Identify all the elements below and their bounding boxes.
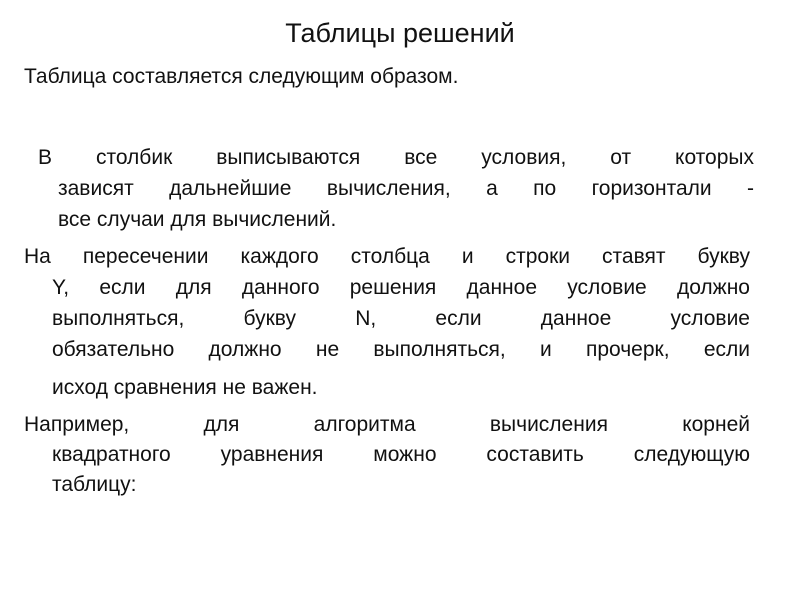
intro-text: Таблица составляется следующим образом. — [24, 65, 459, 88]
example-paragraph-line-2: квадратного уравнения можно составить следующую — [52, 443, 750, 466]
columns-paragraph-line-1: В столбик выписываются все условия, от которых — [38, 146, 754, 169]
example-paragraph-line-3: таблицу: — [52, 473, 137, 496]
slide-title: Таблицы решений — [285, 18, 515, 48]
intersection-paragraph — [24, 241, 750, 402]
intersection-paragraph-line-2: Y, если для данного решения данное условие должно — [52, 276, 750, 299]
intersection-paragraph-line-1: На пересечении каждого столбца и строки ставят букву — [24, 245, 750, 268]
example-paragraph — [24, 410, 750, 500]
intersection-paragraph-line-4: обязательно должно не выполняться, и прочерк, если — [52, 338, 750, 361]
example-paragraph-line-1: Например, для алгоритма вычисления корней — [24, 413, 750, 436]
columns-paragraph-line-2: зависят дальнейшие вычисления, а по горизонтали - — [58, 177, 754, 200]
columns-paragraph — [38, 142, 754, 235]
intersection-paragraph-line-3: выполняться, букву N, если данное условие — [52, 307, 750, 330]
columns-paragraph-line-3: все случаи для вычислений. — [58, 208, 337, 231]
intersection-paragraph-line-5: исход сравнения не важен. — [52, 376, 318, 399]
